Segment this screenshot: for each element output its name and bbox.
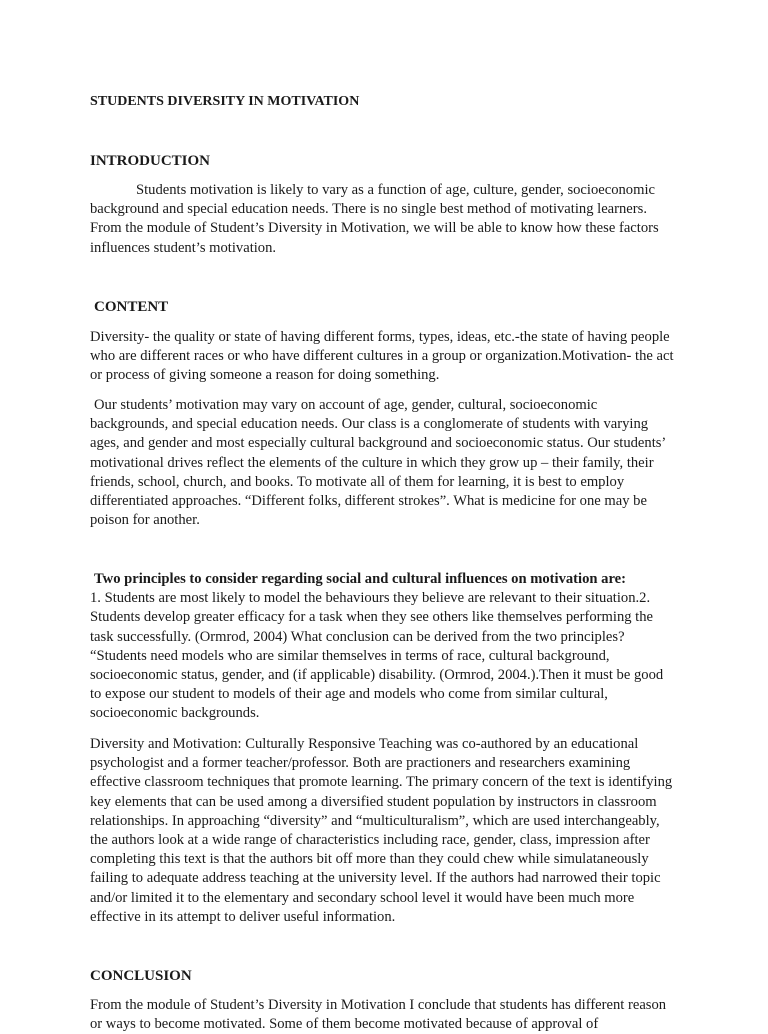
content-review-paragraph: Diversity and Motivation: Culturally Responsive Teaching was co-authored by an educational psychologist and a former teacher/professor. Both are practioners and researchers examining effective classroom techniques that promote learning. The primary concern of the text is identifying key elements that can be used among a diversified student population by instructors in classroom relationships. In approaching “diversity” and “multiculturalism”, which are used interchangeably, the authors look at a wide range of characteristics including race, gender, class, impression after completing this text is that the authors bit off more than they could chew while simulataneously failing to adequate address teaching at the university level. If the authors had narrowed their topic and/or limited it to the elementary and secondary school level it would have been much more effective in its attempt to deliver useful information. [90,736,673,925]
conclusion-heading: CONCLUSION [90,968,192,984]
principles-body: 1. Students are most likely to model the behaviours they believe are relevant to their situation.2. Students develop greater efficacy for a task when they see others like themselves performing the task successfully. (Ormrod, 2004) What conclusion can be derived from the two principles? “Students need models who are similar themselves in terms of race, cultural background, socioeconomic status, gender, and (if applicable) disability. (Ormrod, 2004.).Then it must be good to expose our student to models of their age and models who come from similar cultural, socioeconomic backgrounds. [90,590,664,722]
principles-lead: Two principles to consider regarding social and cultural influences on motivation are: [94,571,627,587]
introduction-paragraph: Students motivation is likely to vary as a function of age, culture, gender, socioeconomic background and special education needs. There is no single best method of motivating learners. From the module of Student’s Diversity in Motivation, we will be able to know how these factors influences student’s motivation. [90,182,659,256]
document-title: STUDENTS DIVERSITY IN MOTIVATION [90,94,360,109]
content-motivation-paragraph: Our students’ motivation may vary on account of age, gender, cultural, socioeconomic backgrounds, and special education needs. Our class is a conglomerate of students with varying ages, and gender and most especially cultural background and socioeconomic status. Our students’ motivational drives reflect the elements of the culture in which they grow up – their family, their friends, school, church, and books. To motivate all of them for learning, it is best to employ differentiated approaches. “Different folks, different strokes”. What is medicine for one may be poison for another. [90,397,666,529]
content-definitions-paragraph: Diversity- the quality or state of having different forms, types, ideas, etc.-the state of having people who are different races or who have different cultures in a group or organization.Motivation- the act or process of giving someone a reason for doing something. [90,329,674,384]
introduction-heading: INTRODUCTION [90,153,211,169]
principles-paragraph [90,570,678,724]
content-heading: CONTENT [94,299,169,315]
conclusion-paragraph: From the module of Student’s Diversity in Motivation I conclude that students has different reason or ways to become motivated. Some of them become motivated because of approval of [90,997,667,1033]
